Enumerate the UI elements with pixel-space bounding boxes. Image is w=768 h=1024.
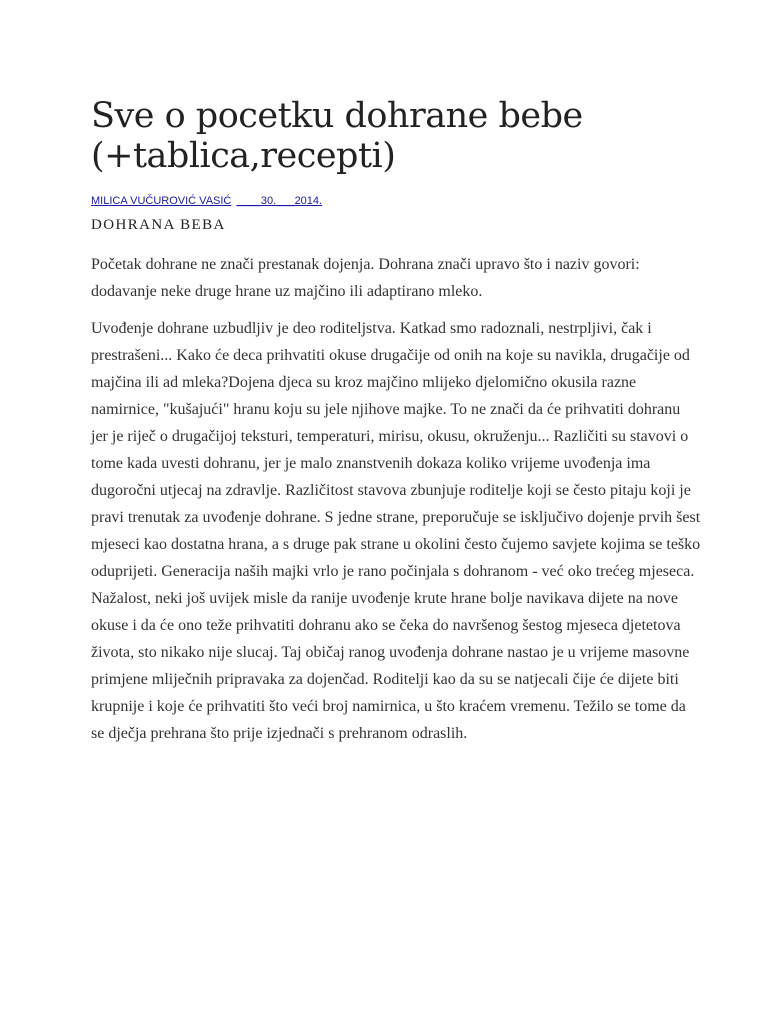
article-title-line-1: Sve o pocetku dohrane bebe <box>91 96 583 136</box>
category-label: DOHRANA BEBA <box>91 217 226 233</box>
paragraph-body: Uvođenje dohrane uzbudljiv je deo roditeljstva. Katkad smo radoznali, nestrpljivi, čak i prestrašeni... Kako će deca prihvatiti okuse drugačije od onih na koje su navikla, drugačije od majčina ili ad mleka?Dojena djeca su kroz majčino mlijeko djelomično okusila razne namirnice, "kušajući" hranu koju su jele njihove majke. To ne znači da će prihvatiti dohranu jer je riječ o drugačijoj teksturi, temperaturi, mirisu, okusu, okruženju... Različiti su stavovi o tome kada uvesti dohranu, jer je malo znanstvenih dokaza koliko vrijeme uvođenja ima dugoročni utjecaj na zdravlje. Različitost stavova zbunjuje roditelje koji se često pitaju koji je pravi trenutak za uvođenje dohrane. S jedne strane, preporučuje se isključivo dojenje prvih šest mjeseci kao dostatna hrana, a s druge pak strane u okolini često čujemo savjete kojima se teško oduprijeti. Generacija naših majki vrlo je rano počinjala s dohranom - već oko trećeg mjeseca. Nažalost, neki još uvijek misle da ranije uvođenje krute hrane bolje navikava dijete na nove okuse i da će ono teže prihvatiti dohranu ako se čeka do navršenog šestog mjeseca djetetova života, sto nikako nije slucaj. Taj običaj ranog uvođenja dohrane nastao je u vrijeme masovne primjene mliječnih pripravaka za dojenčad. Roditelji kao da su se natjecali čije će dijete biti krupnije i koje će prihvatiti što veći broj namirnica, u što kraćem vremenu. Težilo se tome da se dječja prehrana što prije izjednači s prehranom odraslih. <box>91 320 701 742</box>
article <box>91 96 701 747</box>
article-title <box>91 96 701 176</box>
article-title-line-2: (+tablica,recepti) <box>91 136 396 176</box>
date-link[interactable]: ____30.___2014. <box>236 195 323 207</box>
author-link[interactable]: MILICA VUČUROVIĆ VASIĆ <box>91 195 232 207</box>
paragraph-intro: Početak dohrane ne znači prestanak dojenja. Dohrana znači upravo što i naziv govori: dodavanje neke druge hrane uz majčino ili adaptirano mleko. <box>91 256 640 300</box>
article-meta <box>91 194 701 208</box>
